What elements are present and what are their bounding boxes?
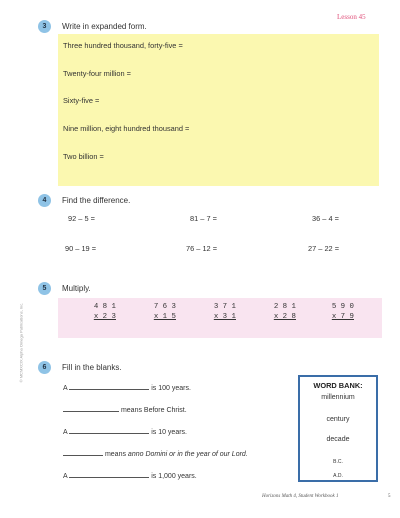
difference-problem: 90 – 19 = — [65, 244, 97, 253]
lesson-label: Lesson 45 — [337, 13, 366, 21]
multiplicand: 3 7 1 — [213, 303, 236, 311]
page-number: 5 — [388, 494, 391, 499]
fill-suffix: is 1,000 years. — [151, 473, 197, 480]
multiplier: x 7 9 — [331, 313, 354, 321]
section-5-instruction: Multiply. — [62, 284, 91, 293]
word-bank-item: century — [326, 416, 350, 423]
section-4-badge: 4 — [38, 194, 51, 207]
difference-problem: 76 – 12 = — [186, 244, 218, 253]
copyright-side-text: © MCMXCIX Alpha Omega Publications, Inc. — [18, 302, 24, 383]
word-bank-title: WORD BANK: — [313, 381, 363, 390]
answer-blank[interactable] — [69, 426, 149, 434]
section-3-badge: 3 — [38, 20, 51, 33]
fill-line-2 — [63, 404, 187, 414]
multiply-problem — [144, 302, 176, 322]
difference-problem: 27 – 22 = — [308, 244, 340, 253]
expanded-item-3: Sixty-five = — [63, 96, 100, 105]
section-6-instruction: Fill in the blanks. — [62, 363, 122, 372]
multiplier: x 3 1 — [213, 313, 236, 321]
fill-line-5 — [63, 470, 197, 480]
word-bank-item: millennium — [321, 394, 355, 401]
fill-suffix: means — [104, 451, 126, 458]
word-bank-item: B.C. — [333, 459, 343, 465]
word-bank-item: decade — [326, 436, 350, 443]
difference-problem: 36 – 4 = — [312, 214, 339, 223]
multiplicand: 7 6 3 — [153, 303, 176, 311]
fill-line-1 — [63, 382, 191, 392]
fill-line-4 — [63, 448, 248, 458]
section-5-badge: 5 — [38, 282, 51, 295]
multiplier: x 1 5 — [153, 313, 176, 321]
fill-line-3 — [63, 426, 187, 436]
expanded-form-box — [58, 34, 379, 186]
fill-prefix: A — [63, 473, 68, 480]
section-3-instruction: Write in expanded form. — [62, 22, 147, 31]
expanded-item-5: Two billion = — [63, 152, 104, 161]
difference-problem: 81 – 7 = — [190, 214, 217, 223]
word-bank — [298, 375, 378, 482]
fill-suffix-italic: anno Domini or in the year of our Lord. — [127, 451, 248, 458]
fill-suffix: is 10 years. — [151, 429, 187, 436]
fill-prefix: A — [63, 429, 68, 436]
fill-suffix: is 100 years. — [151, 385, 191, 392]
section-6-badge: 6 — [38, 361, 51, 374]
word-bank-item: A.D. — [333, 473, 343, 479]
multiplicand: 5 9 0 — [331, 303, 354, 311]
expanded-item-4: Nine million, eight hundred thousand = — [63, 124, 190, 133]
multiply-problem — [84, 302, 116, 322]
answer-blank[interactable] — [63, 448, 103, 456]
answer-blank[interactable] — [69, 470, 149, 478]
multiply-problem — [204, 302, 236, 322]
multiplier: x 2 3 — [93, 313, 116, 321]
section-4-instruction: Find the difference. — [62, 196, 131, 205]
answer-blank[interactable] — [63, 404, 119, 412]
answer-blank[interactable] — [69, 382, 149, 390]
multiplicand: 2 8 1 — [273, 303, 296, 311]
fill-prefix: A — [63, 385, 68, 392]
multiply-problem — [264, 302, 296, 322]
multiplicand: 4 8 1 — [93, 303, 116, 311]
multiplier: x 2 8 — [273, 313, 296, 321]
fill-suffix: means Before Christ. — [120, 407, 187, 414]
difference-problem: 92 – 5 = — [68, 214, 95, 223]
multiply-problem — [322, 302, 354, 322]
expanded-item-2: Twenty-four million = — [63, 69, 131, 78]
expanded-item-1: Three hundred thousand, forty-five = — [63, 41, 183, 50]
book-title-footer: Horizons Math 4, Student Workbook 1 — [262, 494, 339, 499]
